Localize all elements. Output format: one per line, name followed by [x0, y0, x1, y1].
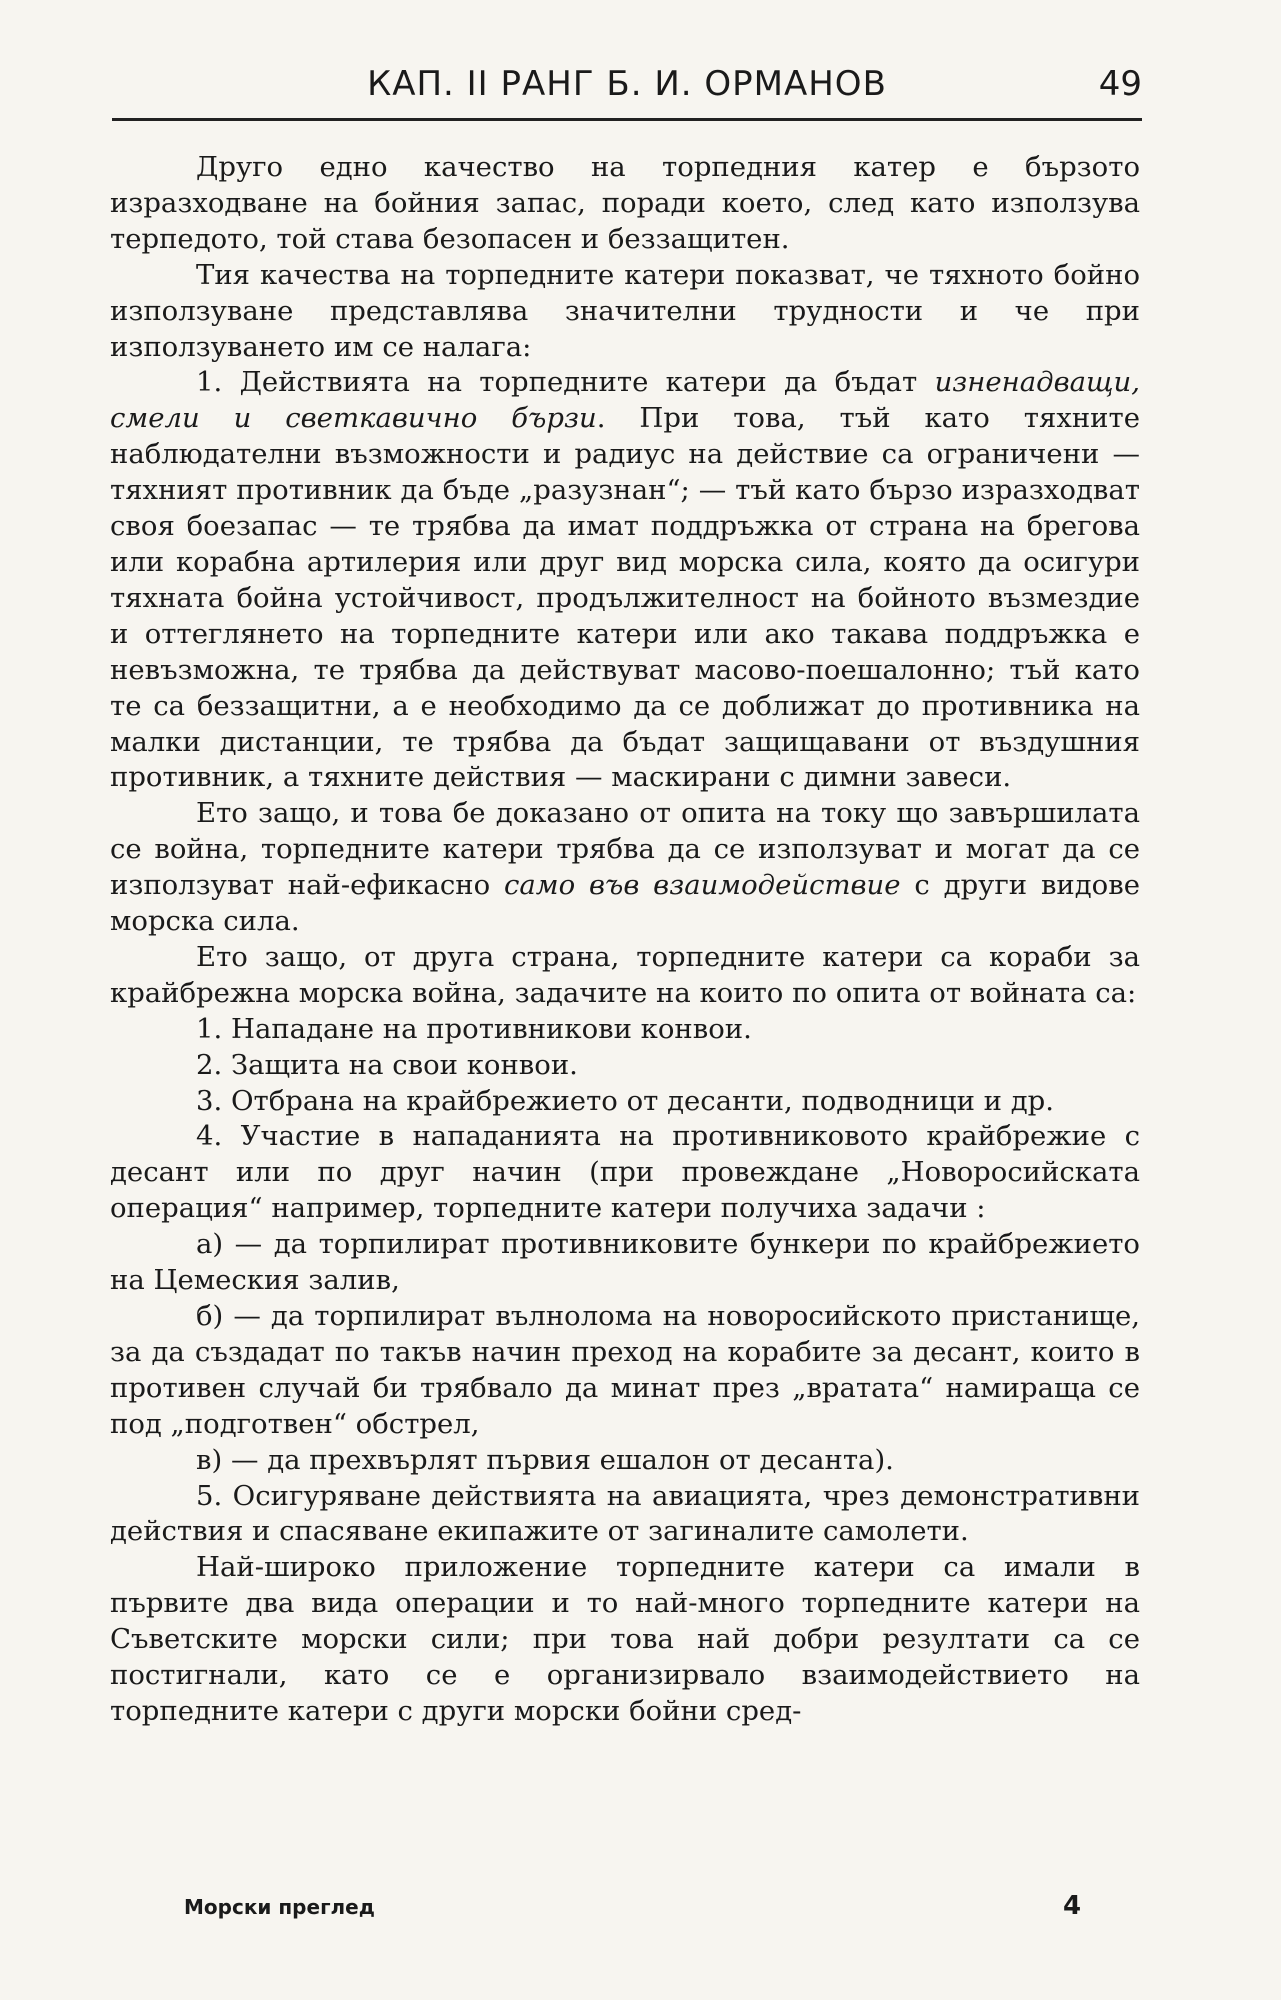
paragraph-4-start: Ето защо, и това бе доказано от опита на току що завършилата се война, торпедните катери трябва да се използуват и могат да се използуват най-ефикасно — [110, 797, 1140, 902]
list-item-5: 5. Осигуряване действията на авиацията, чрез демонстративни действия и спасяване екипажите от загиналите самолети. — [110, 1479, 1140, 1548]
sub-item-b: б) — да торпилират вълнолома на новоросийското пристанище, за да създадат по такъв начин преход на корабите за десант, които в противен случай би трябвало да минат през „вратата“ намираща се под „подготвен“ обстрел, — [110, 1300, 1140, 1440]
paragraph-1: Друго едно качество на торпедния катер е бързото изразходване на бойния запас, поради което, след като използува терпедото, той става безопасен и беззащитен. — [110, 151, 1140, 255]
paragraph-3-emphasis: изненадващи, смели и светкавично бързи — [110, 366, 1140, 435]
page-footer — [112, 1891, 1082, 1935]
journal-name: Морски преглед — [184, 1895, 375, 1919]
list-item-4: 4. Участие в нападанията на противниковото крайбрежие с десант или по друг начин (при провеждане „Новоросийската операция“ например, торпедните катери получиха задачи : — [110, 1120, 1140, 1225]
sheet-number: 4 — [1063, 1891, 1082, 1921]
paragraph-2: Тия качества на торпедните катери показват, че тяхното бойно използуване представлява значителни трудности и че при използуването им се налага: — [110, 258, 1140, 363]
paragraph-3-end: . При това, тъй като тяхните наблюдателни възможности и радиус на действие са ограничени — тяхният противник да бъде „разузнан“; — тъй като бързо изразходват своя боезапас — те трябва да имат поддръжка от страна на брегова или корабна артилерия или друг вид морска сила, която да осигури тяхната бойна устойчивост, продължителност на бойното възмездие и оттеглянето на торпедните катери или ако такава поддръжка е невъзможна, те трябва да действуват масово-поешалонно; тъй като те са беззащитни, а е необходимо да се доближат до противника на малки дистанции, те трябва да бъдат защищавани от въздушния противник, а тяхните действия — маскирани с димни завеси. — [110, 402, 1140, 794]
sub-item-c: в) — да прехвърлят първия ешалон от десанта). — [196, 1443, 894, 1476]
list-item-3: 3. Отбрана на крайбрежието от десанти, подводници и др. — [196, 1084, 1055, 1117]
paragraph-3-start: 1. Действията на торпедните катери да бъдат — [196, 366, 935, 399]
sub-item-a: а) — да торпилират противниковите бункери по крайбрежието на Цемеския залив, — [110, 1228, 1140, 1297]
paragraph-6: Най-широко приложение торпедните катери са имали в първите два вида операции и то най-много торпедните катери на Съветските морски сили; при това най добри резултати са се постигнали, като се е организирвало взаимодействието на торпедните катери с други морски бойни сред- — [110, 1551, 1140, 1727]
page-number: 49 — [1098, 64, 1142, 104]
header-title: КАП. II РАНГ Б. И. ОРМАНОВ — [367, 64, 887, 104]
paragraph-4 — [110, 796, 1140, 940]
list-item-2: 2. Защита на свои конвои. — [196, 1048, 578, 1081]
paragraph-3 — [110, 365, 1140, 796]
paragraph-4-end: с други видове морска сила. — [110, 869, 1140, 938]
body-text — [110, 150, 1140, 1730]
list-item-1: 1. Нападане на противникови конвои. — [196, 1012, 752, 1045]
running-header — [112, 60, 1142, 121]
paragraph-4-emphasis: само във взаимодействие — [504, 869, 901, 902]
paragraph-5: Ето защо, от друга страна, торпедните катери са кораби за крайбрежна морска война, задачите на които по опита от войната са: — [110, 940, 1140, 1009]
